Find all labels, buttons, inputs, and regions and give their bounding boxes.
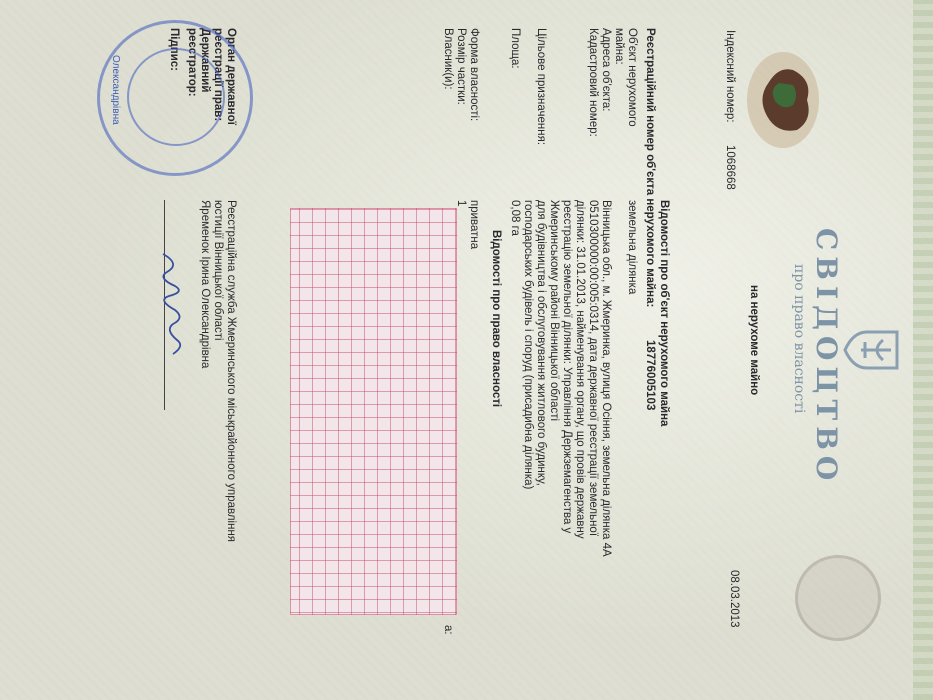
signature-scribble — [153, 250, 185, 360]
address-label: Адреса об'єкта: — [600, 28, 612, 112]
share-label: Розмір частки: — [455, 28, 467, 105]
rights-section-heading: Відомості про право власності — [490, 230, 502, 408]
reg-number-label: Реєстраційний номер об'єкта нерухомого майна: — [644, 28, 656, 308]
registrar-label: Державний — [199, 28, 211, 93]
object-section-heading: Відомості про об'єкт нерухомого майна — [658, 200, 670, 427]
owners-label: Власник(и): — [442, 28, 454, 90]
certificate-date: 08.03.2013 — [728, 570, 740, 628]
registrar-label: реєстратор: — [186, 28, 198, 97]
cadastral-value: реєстрацію земельної ділянки: Управління Держземагенства у — [561, 200, 573, 534]
object-type: на нерухоме майно — [748, 285, 760, 396]
owners-suffix: а: — [442, 625, 454, 635]
area-label: Площа: — [509, 28, 521, 69]
purpose-value: господарських будівель і споруд (присадибна ділянка) — [522, 200, 534, 490]
cadastral-value: Жмеринському районі Вінницької області — [548, 200, 560, 422]
object-row-label: майна: — [613, 28, 625, 65]
official-stamp-inner — [127, 48, 225, 146]
cadastral-value: ділянки: 31.01.2013, найменування органу, що провів державну — [574, 200, 586, 539]
purpose-value: для будівництва і обслуговування житлового будинку, — [535, 200, 547, 486]
coat-of-arms-icon — [841, 318, 905, 382]
cadastral-value: 0510300000:00:005:0314, дата державної реєстрації земельної — [587, 200, 599, 537]
ownership-form-label: Форма власності: — [468, 28, 480, 122]
authority-label: Орган державної — [225, 28, 237, 125]
registrar-value: Яременок Ірина Олександрівна — [199, 200, 211, 369]
region-map-emblem — [743, 50, 823, 150]
certificate-subtitle: про право власності — [791, 264, 807, 414]
index-value: 1068668 — [724, 145, 736, 190]
share-value: 1 — [455, 200, 467, 207]
ownership-form-value: приватна — [468, 200, 480, 250]
redaction-grid-overlay — [290, 208, 457, 615]
cadastral-label: Кадастровий номер: — [587, 28, 599, 137]
area-value: 0,08 га — [509, 200, 521, 236]
reg-number-value: 18776005103 — [644, 340, 656, 411]
address-value: Вінницька обл., м. Жмеринка, вулиця Осіння, земельна ділянка 4А — [600, 200, 612, 557]
watermark-seal — [795, 555, 881, 641]
index-label: Індексний номер: — [724, 30, 736, 123]
object-row-label: Об'єкт нерухомого — [626, 28, 638, 127]
signature-label: Підпис: — [168, 28, 180, 72]
object-row-value: земельна ділянка — [626, 200, 638, 295]
purpose-label: Цільове призначення: — [535, 28, 547, 146]
authority-value: Реєстраційна служба Жмеринського міськрайонного управління — [225, 200, 237, 543]
certificate-title: СВІДОЦТВО — [810, 228, 843, 487]
stamp-text: Олександрівна — [110, 55, 121, 125]
authority-label: реєстрації прав: — [212, 28, 224, 122]
authority-value: юстиції Вінницької області — [212, 200, 224, 341]
